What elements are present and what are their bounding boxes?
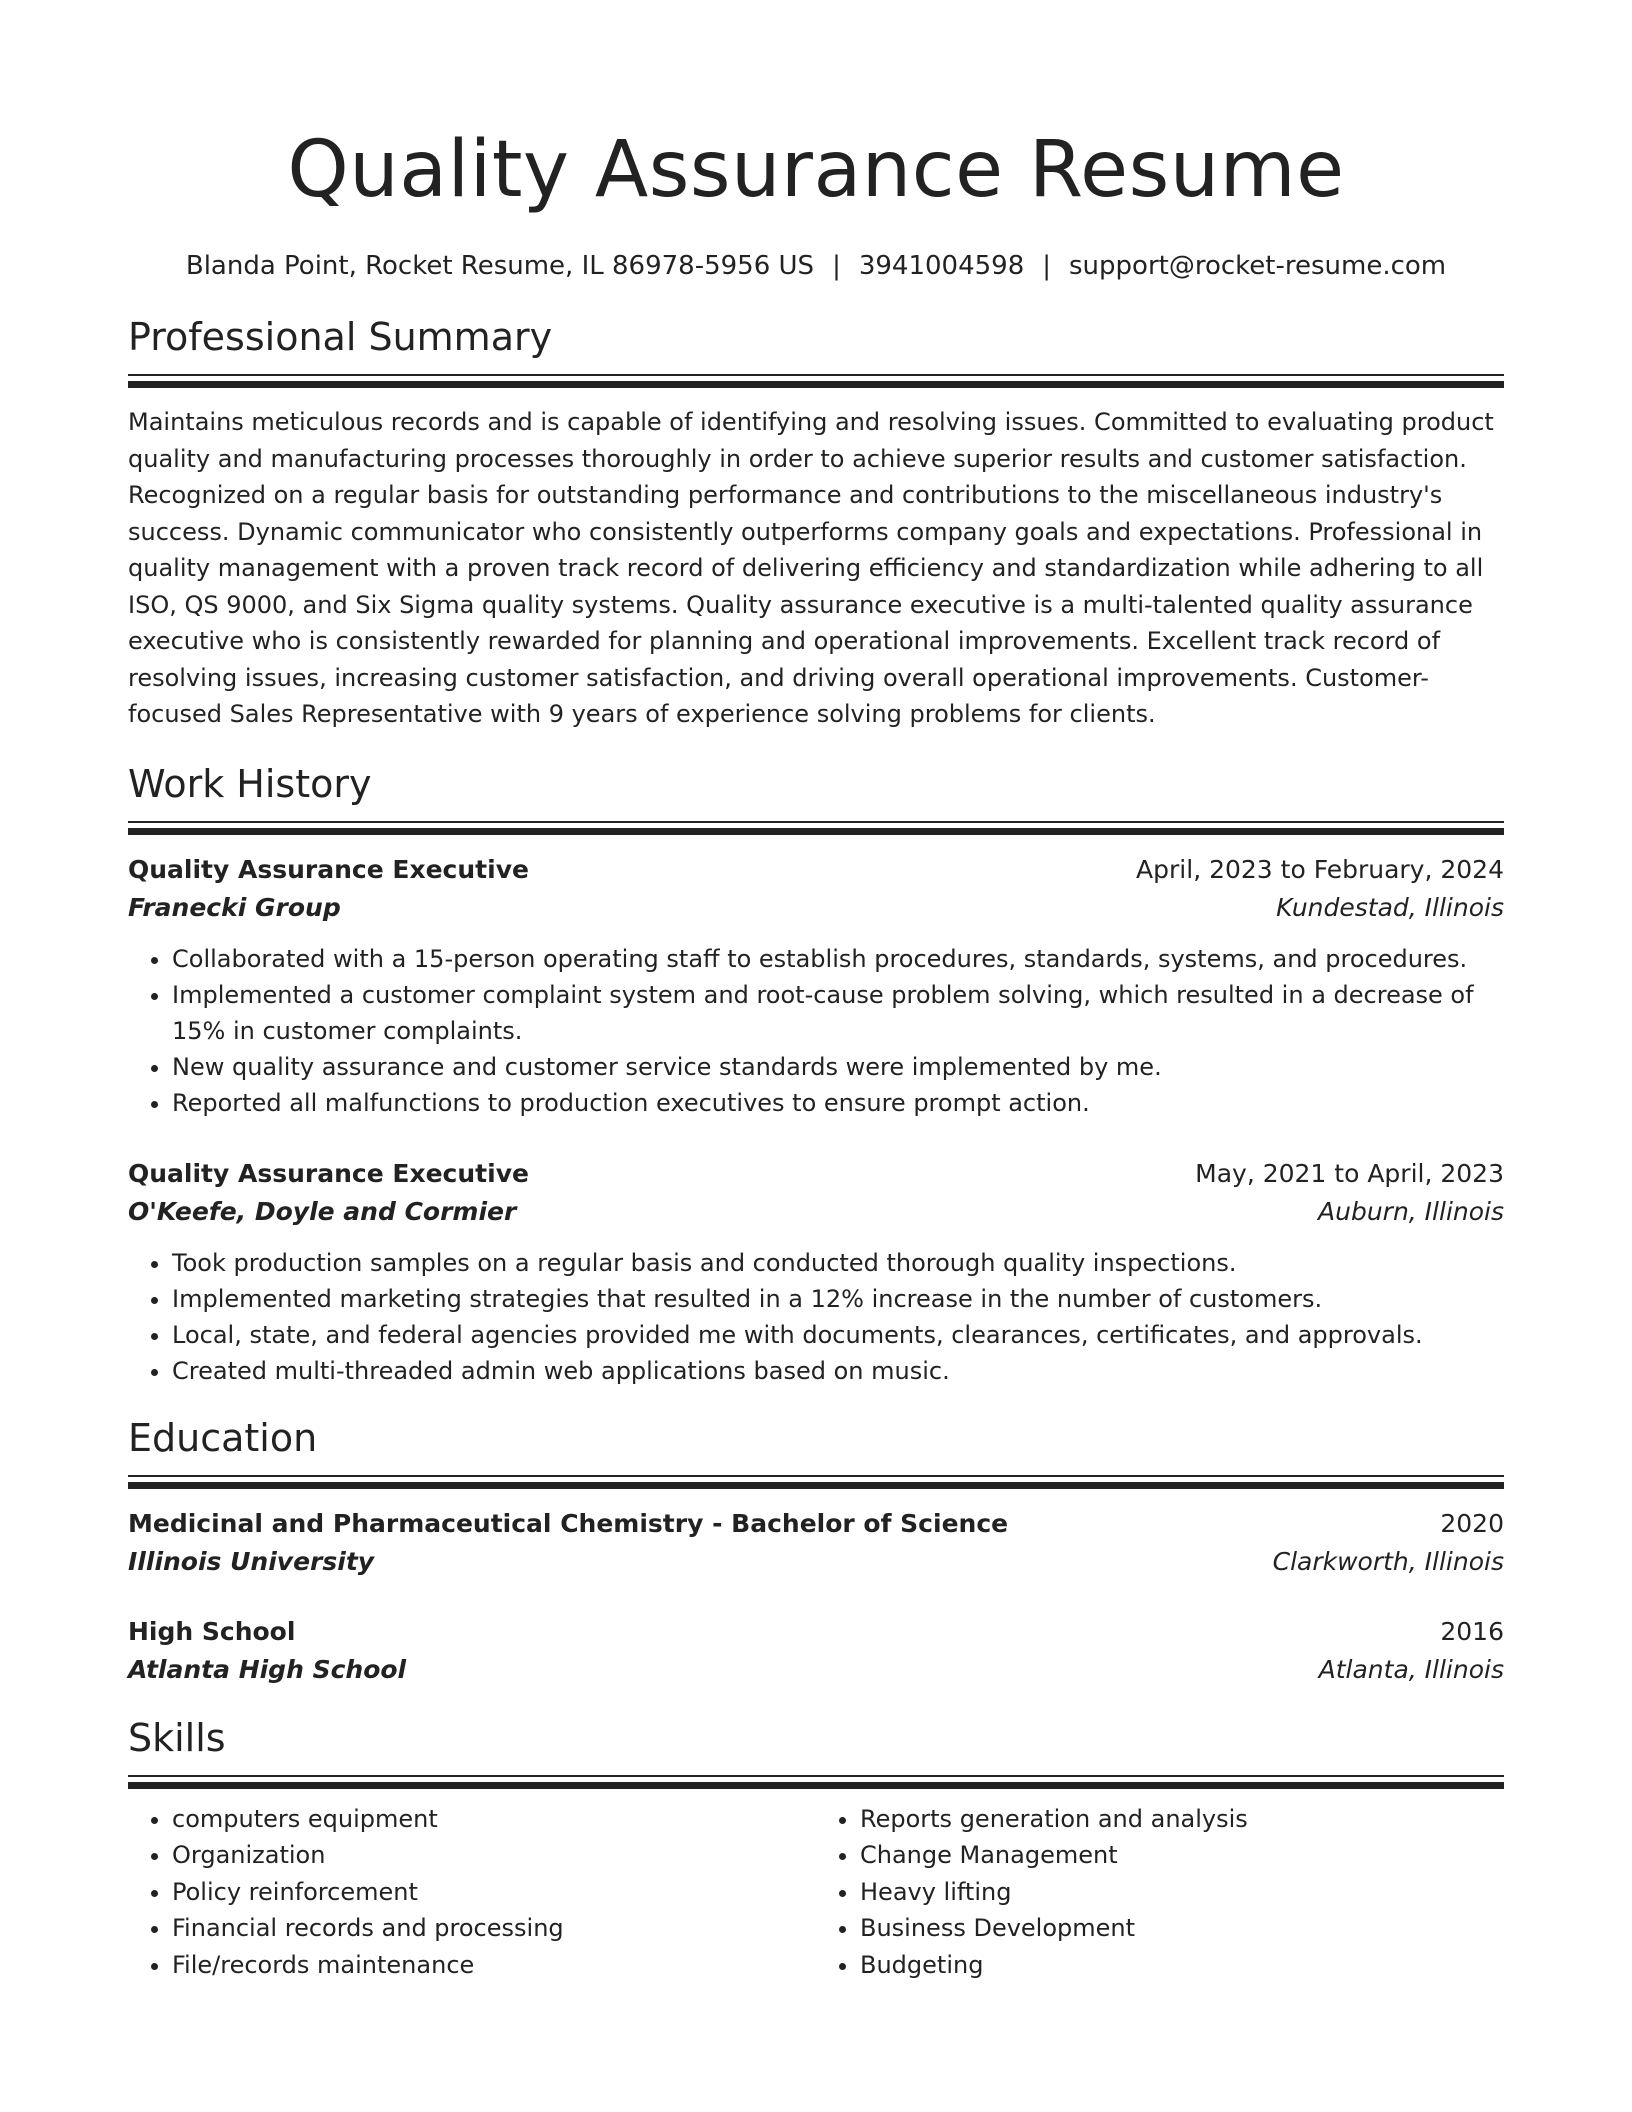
job-title: Quality Assurance Executive — [128, 854, 529, 884]
job-dates: April, 2023 to February, 2024 — [1136, 854, 1504, 884]
contact-phone: 3941004598 — [858, 251, 1025, 281]
education-location: Atlanta, Illinois — [1318, 1654, 1504, 1684]
job-location: Kundestad, Illinois — [1276, 892, 1504, 922]
education-entry — [128, 1613, 1504, 1689]
work-section — [128, 759, 1504, 1389]
job-bullet: • Implemented marketing strategies that resulted in a 12% increase in the number of customers. — [172, 1281, 1504, 1317]
job-bullet: • Collaborated with a 15-person operating staff to establish procedures, standards, systems, and procedures. — [172, 941, 1504, 977]
section-heading-education: Education — [128, 1415, 318, 1460]
job-bullet: • Took production samples on a regular basis and conducted thorough quality inspections. — [172, 1245, 1504, 1281]
skills-list-right — [816, 1801, 1504, 1984]
education-year: 2020 — [1440, 1508, 1504, 1538]
job-subheader — [128, 889, 1504, 927]
skill-item: • Budgeting — [860, 1947, 1504, 1984]
job-bullet: • Reported all malfunctions to production executives to ensure prompt action. — [172, 1085, 1504, 1121]
education-header — [128, 1505, 1504, 1543]
section-divider — [128, 1475, 1504, 1489]
job-company: Franecki Group — [128, 892, 341, 922]
skill-item: • Policy reinforcement — [172, 1874, 816, 1911]
section-divider — [128, 821, 1504, 835]
skill-item: • Change Management — [860, 1837, 1504, 1874]
section-heading-summary: Professional Summary — [128, 315, 553, 359]
resume-title: Quality Assurance Resume — [287, 125, 1345, 215]
job-entry — [128, 1155, 1504, 1389]
education-entry — [128, 1505, 1504, 1581]
job-dates: May, 2021 to April, 2023 — [1195, 1158, 1504, 1188]
summary-section — [128, 312, 1504, 733]
contact-line — [128, 248, 1504, 284]
education-header — [128, 1613, 1504, 1651]
contact-separator: | — [1042, 251, 1052, 281]
skill-item: • computers equipment — [172, 1801, 816, 1838]
contact-email[interactable]: support@rocket-resume.com — [1069, 251, 1447, 281]
job-bullet: • Local, state, and federal agencies provided me with documents, clearances, certificates, and approvals. — [172, 1317, 1504, 1353]
education-section — [128, 1413, 1504, 1689]
skills-section — [128, 1713, 1504, 1984]
skills-list-left — [128, 1801, 816, 1984]
job-company: O'Keefe, Doyle and Cormier — [128, 1196, 517, 1226]
education-location: Clarkworth, Illinois — [1272, 1546, 1504, 1576]
skill-item: • Business Development — [860, 1910, 1504, 1947]
job-bullets — [128, 941, 1504, 1121]
education-degree: Medicinal and Pharmaceutical Chemistry - Bachelor of Science — [128, 1508, 1009, 1538]
education-subheader — [128, 1651, 1504, 1689]
job-title: Quality Assurance Executive — [128, 1158, 529, 1188]
contact-separator: | — [832, 251, 841, 281]
section-heading-skills: Skills — [128, 1715, 226, 1760]
job-entry — [128, 851, 1504, 1121]
education-subheader — [128, 1543, 1504, 1581]
summary-text: Maintains meticulous records and is capable of identifying and resolving issues. Committed to evaluating product quality and manufacturing processes thoroughly in order to achieve superior results and customer satisfaction. Recognized on a regular basis for outstanding performance and contributions to the miscellaneous industry's success. Dynamic communicator who consistently outperforms company goals and expectations. Professional in quality management with a proven track record of delivering efficiency and standardization while adhering to all ISO, QS 9000, and Six Sigma quality systems. Quality assurance executive is a multi-talented quality assurance executive who is consistently rewarded for planning and operational improvements. Excellent track record of resolving issues, increasing customer satisfaction, and driving overall operational improvements. Customer-focused Sales Representative with 9 years of experience solving problems for clients. — [128, 408, 1494, 728]
job-bullet: • Implemented a customer complaint system and root-cause problem solving, which resulted in a decrease of 15% in customer complaints. — [172, 977, 1504, 1049]
job-location: Auburn, Illinois — [1318, 1196, 1504, 1226]
education-school: Illinois University — [128, 1546, 375, 1576]
skill-item: • Financial records and processing — [172, 1910, 816, 1947]
job-header — [128, 1155, 1504, 1193]
section-divider — [128, 374, 1504, 388]
job-bullet: • Created multi-threaded admin web applications based on music. — [172, 1353, 1504, 1389]
section-divider — [128, 1775, 1504, 1789]
education-year: 2016 — [1440, 1616, 1504, 1646]
skill-item: • File/records maintenance — [172, 1947, 816, 1984]
section-heading-work: Work History — [128, 761, 372, 806]
job-bullets — [128, 1245, 1504, 1389]
skill-item: • Reports generation and analysis — [860, 1801, 1504, 1838]
contact-address: Blanda Point, Rocket Resume, IL 86978-5956 US — [185, 251, 815, 281]
job-header — [128, 851, 1504, 889]
job-subheader — [128, 1193, 1504, 1231]
skill-item: • Organization — [172, 1837, 816, 1874]
skills-columns — [128, 1801, 1504, 1984]
education-school: Atlanta High School — [128, 1654, 407, 1684]
job-bullet: • New quality assurance and customer service standards were implemented by me. — [172, 1049, 1504, 1085]
skill-item: • Heavy lifting — [860, 1874, 1504, 1911]
education-degree: High School — [128, 1616, 296, 1646]
